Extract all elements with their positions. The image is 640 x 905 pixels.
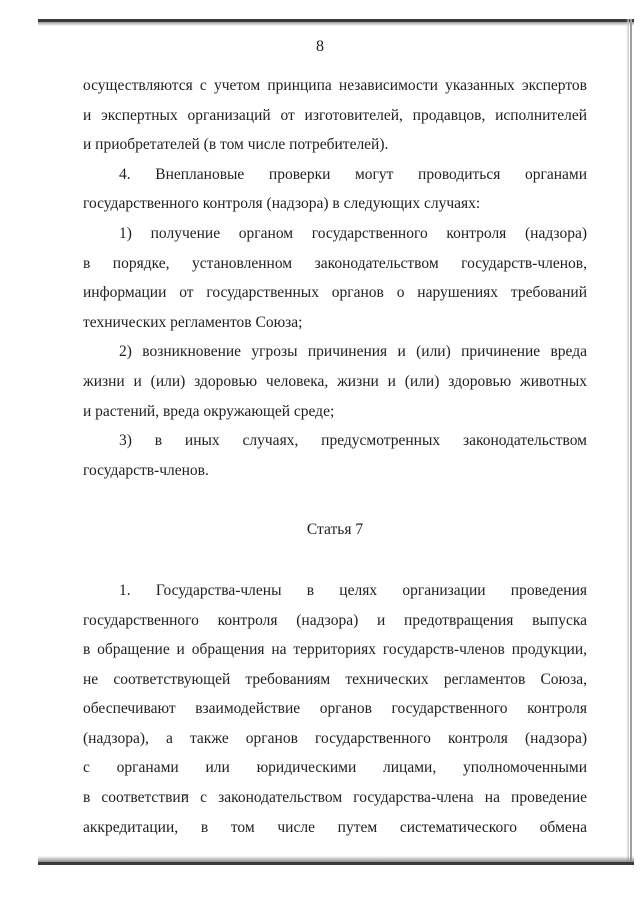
text-line: государственного контроля (надзора) и предотвращения выпуска: [83, 611, 587, 629]
text-line: и растений, вреда окружающей среде;: [83, 402, 335, 420]
text-line: не соответствующей требованиям технических регламентов Союза,: [83, 670, 587, 688]
text-line: технических регламентов Союза;: [83, 313, 303, 331]
text-line: 1) получение органом государственного контроля (надзора): [119, 224, 587, 242]
page-number: 8: [316, 38, 324, 55]
paragraph-continuation: [83, 71, 587, 160]
scan-border-right: [630, 19, 632, 865]
text-line: с органами или юридическими лицами, уполномоченными: [83, 759, 587, 777]
text-line: в обращение и обращения на территориях государств-членов продукции,: [83, 641, 587, 659]
text-line: осуществляются с учетом принципа независимости указанных экспертов: [83, 77, 587, 94]
text-line: 1. Государства-члены в целях организации проведения: [119, 581, 587, 599]
text-line: жизни и (или) здоровью человека, жизни и (или) здоровью животных: [83, 372, 587, 390]
paragraph-item-4: [83, 160, 587, 219]
text-line: (надзора), а также органов государственного контроля (надзора): [83, 729, 587, 747]
paragraph-subitem-1: [83, 219, 587, 337]
text-line: в порядке, установленном законодательством государств-членов,: [83, 254, 587, 272]
text-line: 2) возникновение угрозы причинения и (или) причинение вреда: [119, 343, 587, 361]
text-line: государств-членов.: [83, 461, 209, 479]
text-line: 3) в иных случаях, предусмотренных законодательством: [119, 432, 587, 450]
text-line: в соответствии с законодательством государства-члена на проведение: [83, 789, 587, 807]
text-line: информации от государственных органов о нарушениях требований: [83, 284, 587, 302]
paragraph-article-7-item-1: [83, 576, 587, 842]
document-body: [83, 71, 587, 842]
text-line: государственного контроля (надзора) в следующих случаях:: [83, 195, 481, 213]
text-line: аккредитации, в том числе путем систематического обмена: [83, 818, 587, 836]
text-line: обеспечивают взаимодействие органов государственного контроля: [83, 700, 587, 718]
scan-shadow-top: [38, 22, 634, 26]
article-heading: Статья 7: [306, 521, 364, 539]
paragraph-subitem-3: [83, 426, 587, 485]
scan-shadow-right: [626, 19, 629, 865]
paragraph-subitem-2: [83, 337, 587, 426]
text-line: и приобретателей (в том числе потребителей).: [83, 136, 389, 154]
text-line: и экспертных организаций от изготовителей, продавцов, исполнителей: [83, 106, 587, 124]
scan-border-bottom: [38, 862, 634, 865]
text-line: 4. Внеплановые проверки могут проводиться органами: [119, 165, 587, 183]
